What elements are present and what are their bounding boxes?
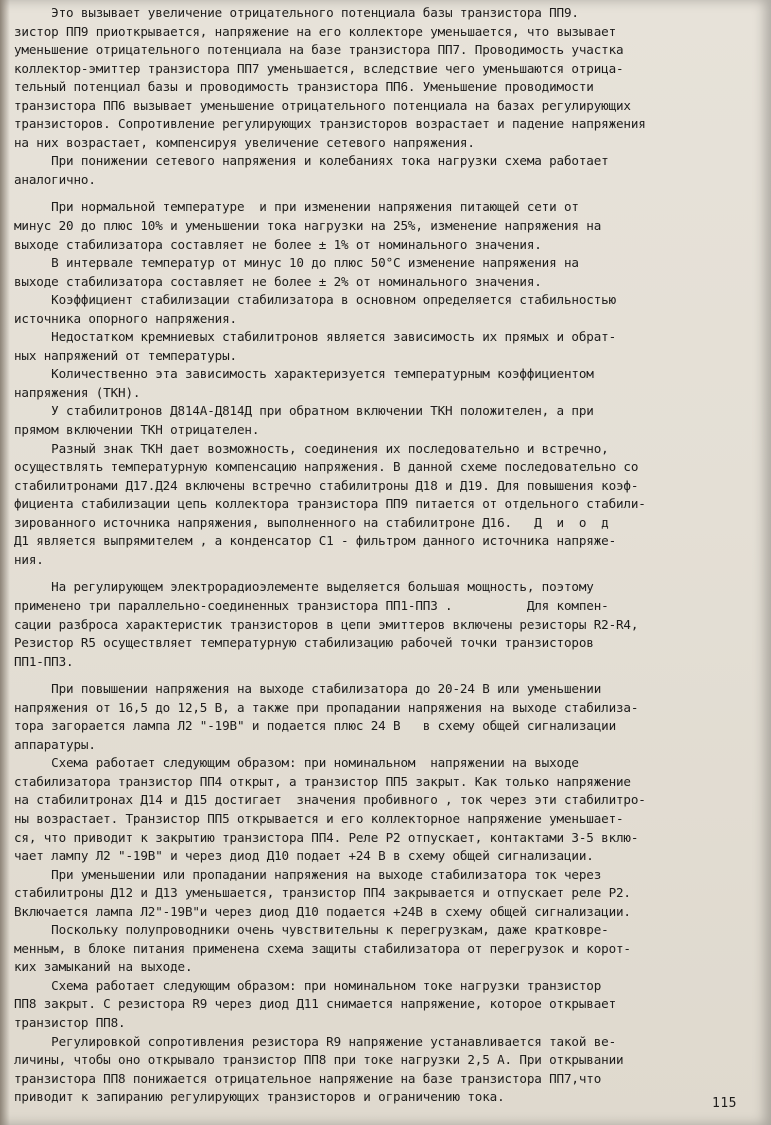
text-line: на стабилитронах Д14 и Д15 достигает значения пробивного , ток через эти стабилитро- [14,792,646,808]
text-line: стабилитроны Д12 и Д13 уменьшается, транзистор ПП4 закрывается и отпускает реле Р2. [14,885,631,901]
text-line: транзистор ПП8. [14,1014,126,1030]
paragraph-gap [14,569,762,578]
text-line: источника опорного напряжения. [14,310,237,326]
text-line: стабилизатора транзистор ПП4 открыт, а транзистор ПП5 закрыт. Как только напряжение [14,773,631,789]
text-line: Схема работает следующим образом: при номинальном токе нагрузки транзистор [14,977,602,993]
text-line: Регулировкой сопротивления резистора R9 напряжение устанавливается такой ве- [14,1033,616,1049]
text-line: Недостатком кремниевых стабилитронов является зависимость их прямых и обрат- [14,329,616,345]
text-line: на них возрастает, компенсируя увеличение сетевого напряжения. [14,134,475,150]
text-line: применено три параллельно-соединенных транзистора ПП1-ПП3 . Для компен- [14,597,609,613]
text-line: чает лампу Л2 "-19В" и через диод Д10 подает +24 В в схему общей сигнализации. [14,848,594,864]
text-line: Коэффициент стабилизации стабилизатора в основном определяется стабильностью [14,292,616,308]
text-line: прямом включении ТКН отрицателен. [14,422,260,438]
text-line: тора загорается лампа Л2 "-19В" и подается плюс 24 В в схему общей сигнализации [14,718,616,734]
page-number: 115 [712,1096,737,1111]
text-line: транзистора ПП6 вызывает уменьшение отрицательного потенциала на базах регулирующих [14,97,631,113]
text-line: В интервале температур от минус 10 до плюс 50°С изменение напряжения на [14,255,579,271]
text-line: При уменьшении или пропадании напряжения на выходе стабилизатора ток через [14,866,602,882]
text-line: ких замыканий на выходе. [14,959,193,975]
text-line: зистор ПП9 приоткрывается, напряжение на его коллекторе уменьшается, что вызывает [14,23,616,39]
text-line: минус 20 до плюс 10% и уменьшении тока нагрузки на 25%, изменение напряжения на [14,218,602,234]
text-line: транзистора ПП8 понижается отрицательное напряжение на базе транзистора ПП7,что [14,1070,602,1086]
text-line: ся, что приводит к закрытию транзистора ПП4. Реле Р2 отпускает, контактами 3-5 вклю- [14,829,639,845]
text-line: приводит к запиранию регулирующих транзисторов и ограничению тока. [14,1089,505,1105]
text-line: фициента стабилизации цепь коллектора транзистора ПП9 питается от отдельного стабили- [14,496,646,512]
text-line: тельный потенциал базы и проводимость транзистора ПП6. Уменьшение проводимости [14,79,594,95]
text-line: ПП1-ПП3. [14,653,74,669]
text-line: зированного источника напряжения, выполненного на стабилитроне Д16. Д и о д [14,514,609,530]
text-line: Это вызывает увеличение отрицательного потенциала базы транзистора ПП9. [14,5,579,20]
text-line: напряжения от 16,5 до 12,5 В, а также при пропадании напряжения на выходе стабилиза- [14,699,639,715]
text-line: У стабилитронов Д814А-Д814Д при обратном включении ТКН положителен, а при [14,403,594,419]
text-line: При повышении напряжения на выходе стабилизатора до 20-24 В или уменьшении [14,681,602,697]
text-line: осуществлять температурную компенсацию напряжения. В данной схеме последовательно со [14,459,639,475]
text-line: На регулирующем электрорадиоэлементе выделяется большая мощность, поэтому [14,579,594,595]
text-line: ны возрастает. Транзистор ПП5 открывается и его коллекторное напряжение уменьшает- [14,810,624,826]
text-line: Включается лампа Л2"-19В"и через диод Д10 подается +24В в схему общей сигнализации. [14,903,631,919]
text-line: транзисторов. Сопротивление регулирующих транзисторов возрастает и падение напряжения [14,116,646,132]
text-line: стабилитронами Д17.Д24 включены встречно стабилитроны Д18 и Д19. Для повышения коэф- [14,477,639,493]
text-line: При нормальной температуре и при изменении напряжения питающей сети от [14,199,579,215]
text-line: Разный знак ТКН дает возможность, соединения их последовательно и встречно, [14,440,609,456]
text-line: выходе стабилизатора составляет не более ± 2% от номинального значения. [14,273,542,289]
text-line: ния. [14,551,44,567]
text-line: уменьшение отрицательного потенциала на базе транзистора ПП7. Проводимость участка [14,42,624,58]
text-line: личины, чтобы оно открывало транзистор ПП8 при токе нагрузки 2,5 А. При открывании [14,1052,624,1068]
text-line: Схема работает следующим образом: при номинальном напряжении на выходе [14,755,579,771]
text-line: ных напряжений от температуры. [14,347,237,363]
text-line: менным, в блоке питания применена схема защиты стабилизатора от перегрузок и корот- [14,940,631,956]
text-line: аналогично. [14,171,96,187]
text-line: Поскольку полупроводники очень чувствительны к перегрузкам, даже кратковре- [14,922,609,938]
page-body-text [14,4,762,1107]
text-line: аппаратуры. [14,736,96,752]
text-line: При понижении сетевого напряжения и колебаниях тока нагрузки схема работает [14,153,609,169]
text-line: Резистор R5 осуществляет температурную стабилизацию рабочей точки транзисторов [14,635,594,651]
text-line: коллектор-эмиттер транзистора ПП7 уменьшается, вследствие чего уменьшаются отрица- [14,60,624,76]
text-line: Количественно эта зависимость характеризуется температурным коэффициентом [14,366,594,382]
text-line: напряжения (ТКН). [14,384,141,400]
text-line: Д1 является выпрямителем , а конденсатор С1 - фильтром данного источника напряже- [14,533,616,549]
paragraph-gap [14,189,762,198]
text-line: сации разброса характеристик транзисторов в цепи эмиттеров включены резисторы R2-R4, [14,616,639,632]
text-line: выходе стабилизатора составляет не более ± 1% от номинального значения. [14,236,542,252]
paragraph-gap [14,671,762,680]
text-line: ПП8 закрыт. С резистора R9 через диод Д11 снимается напряжение, которое открывает [14,996,616,1012]
